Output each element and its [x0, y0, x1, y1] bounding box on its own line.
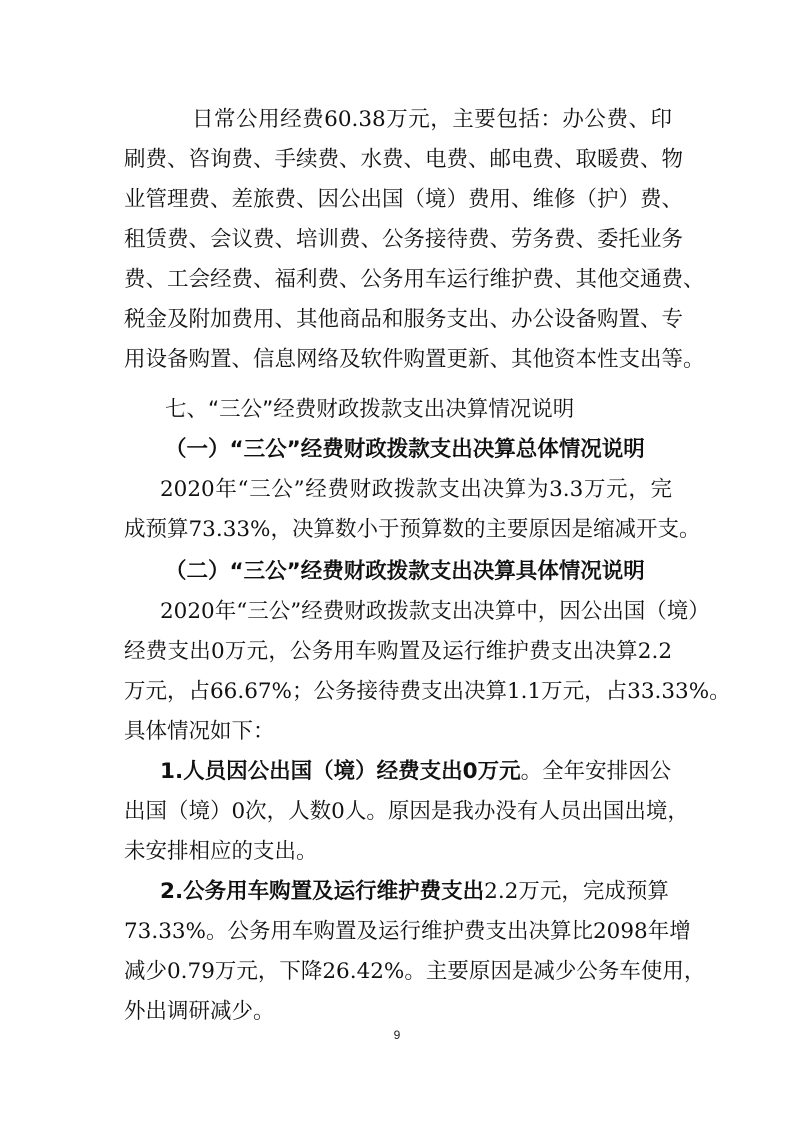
subsection-heading: （二）“三公”经费财政拨款支出决算具体情况说明	[165, 559, 645, 584]
paragraph-line: 减少0.79万元，下降26.42%。主要原因是减少公务车使用，	[124, 959, 706, 984]
paragraph-line: 外出调研减少。	[124, 999, 275, 1024]
paragraph-line: 成预算73.33%，决算数小于预算数的主要原因是缩减开支。	[124, 517, 701, 542]
item-1-text: 。全年安排因公	[520, 759, 672, 784]
paragraph-line: 万元，占66.67%；公务接待费支出决算1.1万元，占33.33%。	[124, 679, 731, 704]
item-1-line	[160, 752, 672, 792]
paragraph-line: 费、工会经费、福利费、公务用车运行维护费、其他交通费、	[124, 267, 705, 292]
paragraph-line: 业管理费、差旅费、因公出国（境）费用、维修（护）费、	[124, 187, 684, 212]
paragraph-line: 具体情况如下：	[124, 719, 275, 744]
paragraph-line: 2020年“三公”经费财政拨款支出决算为3.3万元，完	[160, 477, 672, 502]
item-1-title: 1.人员因公出国（境）经费支出0万元	[160, 759, 521, 784]
paragraph-line: 日常公用经费60.38万元，主要包括：办公费、印	[192, 107, 672, 132]
paragraph-line: 未安排相应的支出。	[124, 839, 318, 864]
paragraph-line: 73.33%。公务用车购置及运行维护费支出决算比2098年增	[124, 919, 691, 944]
item-2-text: 2.2万元，完成预算	[484, 879, 669, 904]
paragraph-line: 2020年“三公”经费财政拨款支出决算中，因公出国（境）	[160, 599, 710, 624]
paragraph-line: 租赁费、会议费、培训费、公务接待费、劳务费、委托业务	[124, 227, 684, 252]
paragraph-line: 出国（境）0次，人数0人。原因是我办没有人员出国出境，	[124, 799, 689, 824]
section-heading: 七、“三公”经费财政拨款支出决算情况说明	[165, 397, 575, 422]
page-number: 9	[393, 1028, 401, 1042]
paragraph-line: 用设备购置、信息网络及软件购置更新、其他资本性支出等。	[124, 347, 705, 372]
paragraph-line: 刷费、咨询费、手续费、水费、电费、邮电费、取暖费、物	[124, 147, 684, 172]
subsection-heading: （一）“三公”经费财政拨款支出决算总体情况说明	[165, 437, 645, 462]
paragraph-line: 税金及附加费用、其他商品和服务支出、办公设备购置、专	[124, 307, 684, 332]
item-2-line	[160, 872, 672, 912]
item-2-title: 2.公务用车购置及运行维护费支出	[160, 879, 485, 904]
paragraph-line: 经费支出0万元，公务用车购置及运行维护费支出决算2.2	[124, 639, 672, 664]
